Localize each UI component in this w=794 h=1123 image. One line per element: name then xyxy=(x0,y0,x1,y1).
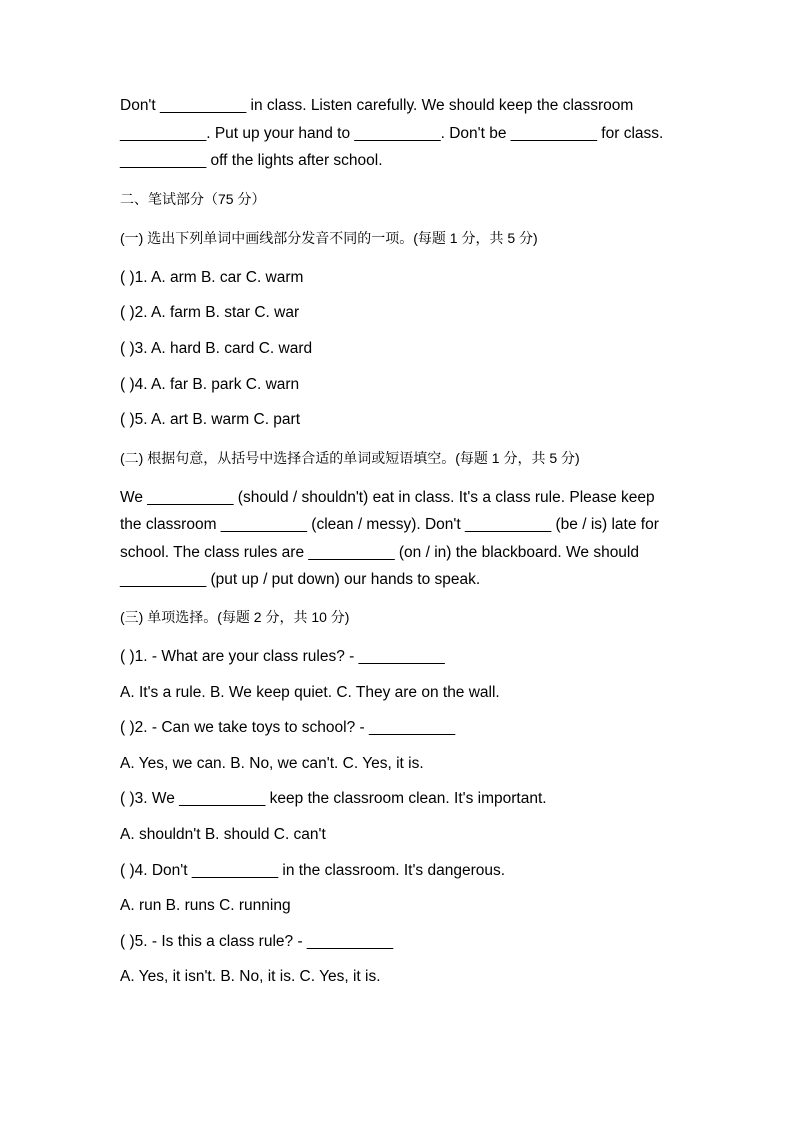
part1-item: ( )1. A. arm B. car C. warm xyxy=(120,268,304,286)
mc-options: A. Yes, we can. B. No, we can't. C. Yes, it is. xyxy=(120,754,424,772)
mc-question: ( )4. Don't __________ in the classroom. It's dangerous. xyxy=(120,861,506,879)
mc-options: A. It's a rule. B. We keep quiet. C. They are on the wall. xyxy=(120,683,500,701)
mc-options: A. run B. runs C. running xyxy=(120,896,291,914)
worksheet-page xyxy=(120,92,680,987)
part1-item: ( )3. A. hard B. card C. ward xyxy=(120,339,313,357)
mc-question: ( )5. - Is this a class rule? - __________ xyxy=(120,932,394,950)
mc-question: ( )1. - What are your class rules? - __________ xyxy=(120,647,445,665)
mc-options: A. Yes, it isn't. B. No, it is. C. Yes, it is. xyxy=(120,967,381,985)
part1-heading: (一) 选出下列单词中画线部分发音不同的一项。(每题 1 分，共 5 分) xyxy=(120,229,538,246)
mc-question: ( )3. We __________ keep the classroom clean. It's important. xyxy=(120,789,547,807)
part1-item: ( )2. A. farm B. star C. war xyxy=(120,303,300,321)
part1-item: ( )5. A. art B. warm C. part xyxy=(120,410,301,428)
part2-paragraph: We __________ (should / shouldn't) eat in class. It's a class rule. Please keep the classroom __________ (clean / messy). Don't __________ (be / is) late for school. The class rules are __________ (on / in) the blackboard. We should __________ (put up / put down) our hands to speak. xyxy=(120,488,659,588)
part1-item: ( )4. A. far B. park C. warn xyxy=(120,375,300,393)
intro-paragraph: Don't __________ in class. Listen carefully. We should keep the classroom __________. Put up your hand to __________. Don't be __________ for class. __________ off the lights after school. xyxy=(120,97,664,169)
section-title: 二、笔试部分（75 分） xyxy=(120,190,266,207)
part2-heading: (二) 根据句意，从括号中选择合适的单词或短语填空。(每题 1 分，共 5 分) xyxy=(120,449,580,466)
mc-options: A. shouldn't B. should C. can't xyxy=(120,825,326,843)
mc-question: ( )2. - Can we take toys to school? - __________ xyxy=(120,718,456,736)
part3-heading: (三) 单项选择。(每题 2 分，共 10 分) xyxy=(120,608,350,625)
